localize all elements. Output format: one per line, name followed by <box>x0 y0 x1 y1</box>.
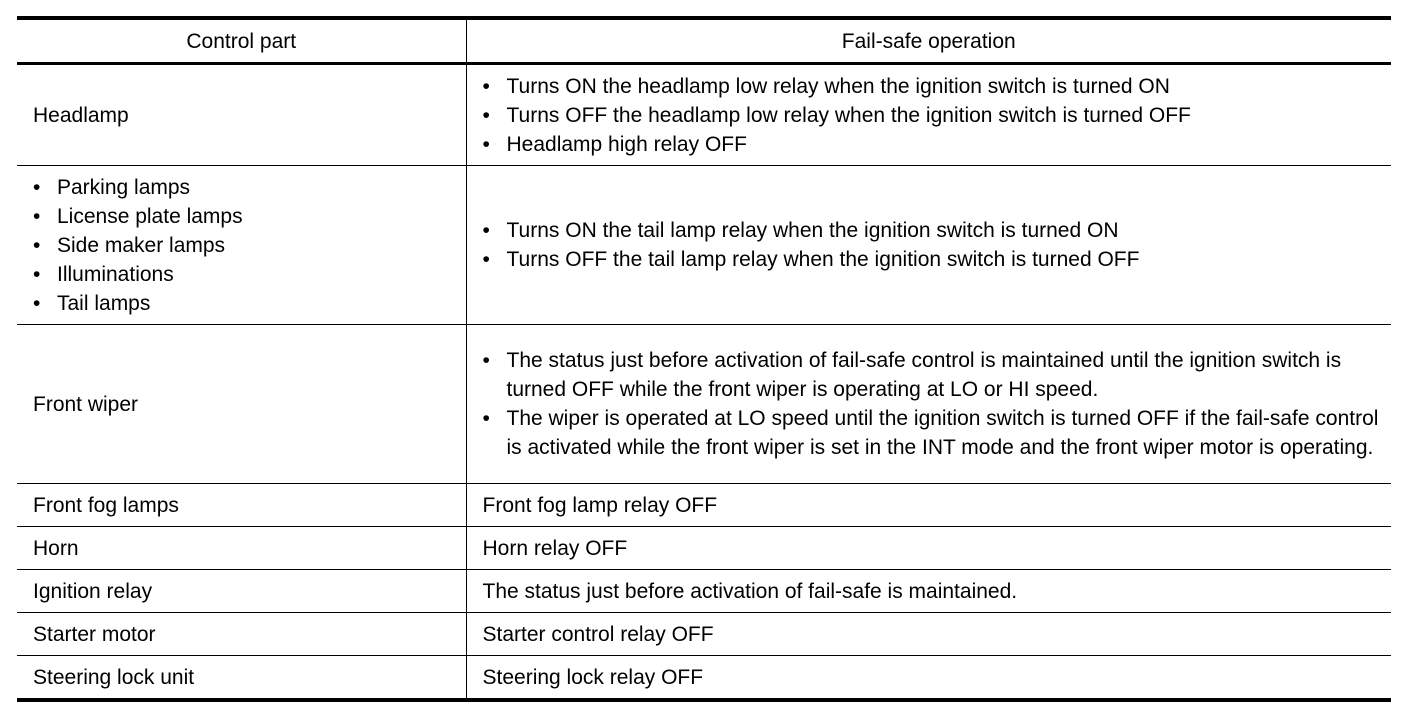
list-item: • The wiper is operated at LO speed until the ignition switch is turned OFF if the fail-safe control is activated while the front wiper is set in the INT mode and the front wiper motor is operating. <box>483 404 1384 462</box>
operation-cell: The status just before activation of fail-safe is maintained. <box>466 570 1391 613</box>
header-row <box>17 18 1391 64</box>
table-row <box>17 656 1391 701</box>
table-row <box>17 570 1391 613</box>
list-item: • Headlamp high relay OFF <box>483 130 1384 159</box>
control-part-cell: Horn <box>17 527 466 570</box>
table-row <box>17 166 1391 325</box>
table-row <box>17 484 1391 527</box>
fail-safe-table <box>17 16 1391 702</box>
list-item: • Turns OFF the headlamp low relay when the ignition switch is turned OFF <box>483 101 1384 130</box>
table-row <box>17 527 1391 570</box>
header-control-part: Control part <box>17 18 466 64</box>
header-fail-safe-operation: Fail-safe operation <box>466 18 1391 64</box>
list-item: • License plate lamps <box>33 202 466 231</box>
operation-cell: Starter control relay OFF <box>466 613 1391 656</box>
list-item: • Parking lamps <box>33 173 466 202</box>
operation-cell: Front fog lamp relay OFF <box>466 484 1391 527</box>
table-row <box>17 64 1391 166</box>
list-item: • Illuminations <box>33 260 466 289</box>
control-part-cell: Starter motor <box>17 613 466 656</box>
control-part-cell: Front fog lamps <box>17 484 466 527</box>
operation-cell <box>466 166 1391 325</box>
list-item: • Turns ON the tail lamp relay when the ignition switch is turned ON <box>483 216 1384 245</box>
table-row <box>17 325 1391 484</box>
list-item: • Turns OFF the tail lamp relay when the ignition switch is turned OFF <box>483 245 1384 274</box>
list-item: • Tail lamps <box>33 289 466 318</box>
operation-list <box>483 216 1384 274</box>
list-item: • Side maker lamps <box>33 231 466 260</box>
operation-cell <box>466 64 1391 166</box>
operation-list <box>483 72 1384 159</box>
control-part-cell: Ignition relay <box>17 570 466 613</box>
operation-list <box>483 346 1384 462</box>
control-part-cell: Headlamp <box>17 64 466 166</box>
control-part-cell <box>17 166 466 325</box>
control-part-cell: Steering lock unit <box>17 656 466 701</box>
list-item: • The status just before activation of fail-safe control is maintained until the ignition switch is turned OFF while the front wiper is operating at LO or HI speed. <box>483 346 1384 404</box>
operation-cell: Steering lock relay OFF <box>466 656 1391 701</box>
control-part-cell: Front wiper <box>17 325 466 484</box>
list-item: • Turns ON the headlamp low relay when the ignition switch is turned ON <box>483 72 1384 101</box>
control-part-list <box>33 173 466 318</box>
operation-cell <box>466 325 1391 484</box>
table-row <box>17 613 1391 656</box>
operation-cell: Horn relay OFF <box>466 527 1391 570</box>
